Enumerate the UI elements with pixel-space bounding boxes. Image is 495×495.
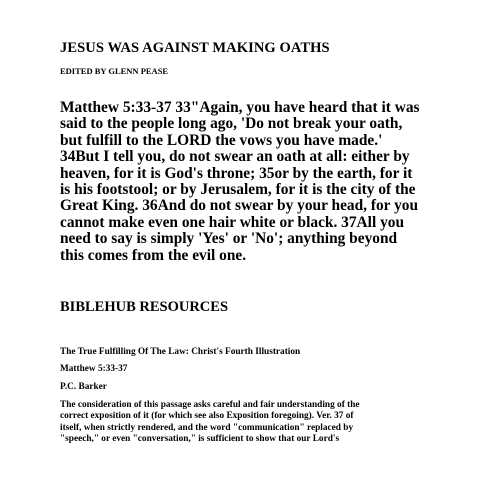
scripture-line: need to say is simply 'Yes' or 'No'; anything beyond [60,230,398,248]
resource-body-line: "speech," or even "conversation," is sufficient to show that our Lord's [60,434,340,445]
scripture-line: 34But I tell you, do not swear an oath at all: either by [60,148,410,166]
scripture-passage [60,100,450,264]
document-title: JESUS WAS AGAINST MAKING OATHS [60,40,330,56]
resource-title: The True Fulfilling Of The Law: Christ's Fourth Illustration [60,347,301,357]
scripture-line: said to the people long ago, 'Do not break your oath, [60,115,403,133]
resource-body-line: itself, when strictly rendered, and the word "communication" replaced by [60,422,354,433]
scripture-line: Matthew 5:33-37 33"Again, you have heard that it was [60,99,420,116]
scripture-line: is his footstool; or by Jerusalem, for it is the city of the [60,181,416,199]
scripture-line: cannot make even one hair white or black. 37All you [60,213,405,231]
resource-body-line: The consideration of this passage asks careful and fair understanding of the [60,400,360,410]
scripture-line: but fulfill to the LORD the vows you have made.' [60,131,383,149]
scripture-line: this comes from the evil one. [60,246,247,264]
section-heading: BIBLEHUB RESOURCES [60,299,229,315]
scripture-line: Great King. 36And do not swear by your head, for you [60,197,419,215]
scripture-line: heaven, for it is God's throne; 35or by the earth, for it [60,164,413,182]
resource-body [60,400,460,446]
editor-credit: EDITED BY GLENN PEASE [60,66,169,76]
resource-author: P.C. Barker [60,382,107,392]
resource-reference: Matthew 5:33-37 [60,364,128,374]
resource-body-line: correct exposition of it (for which see also Exposition foregoing). Ver. 37 of [60,411,354,422]
